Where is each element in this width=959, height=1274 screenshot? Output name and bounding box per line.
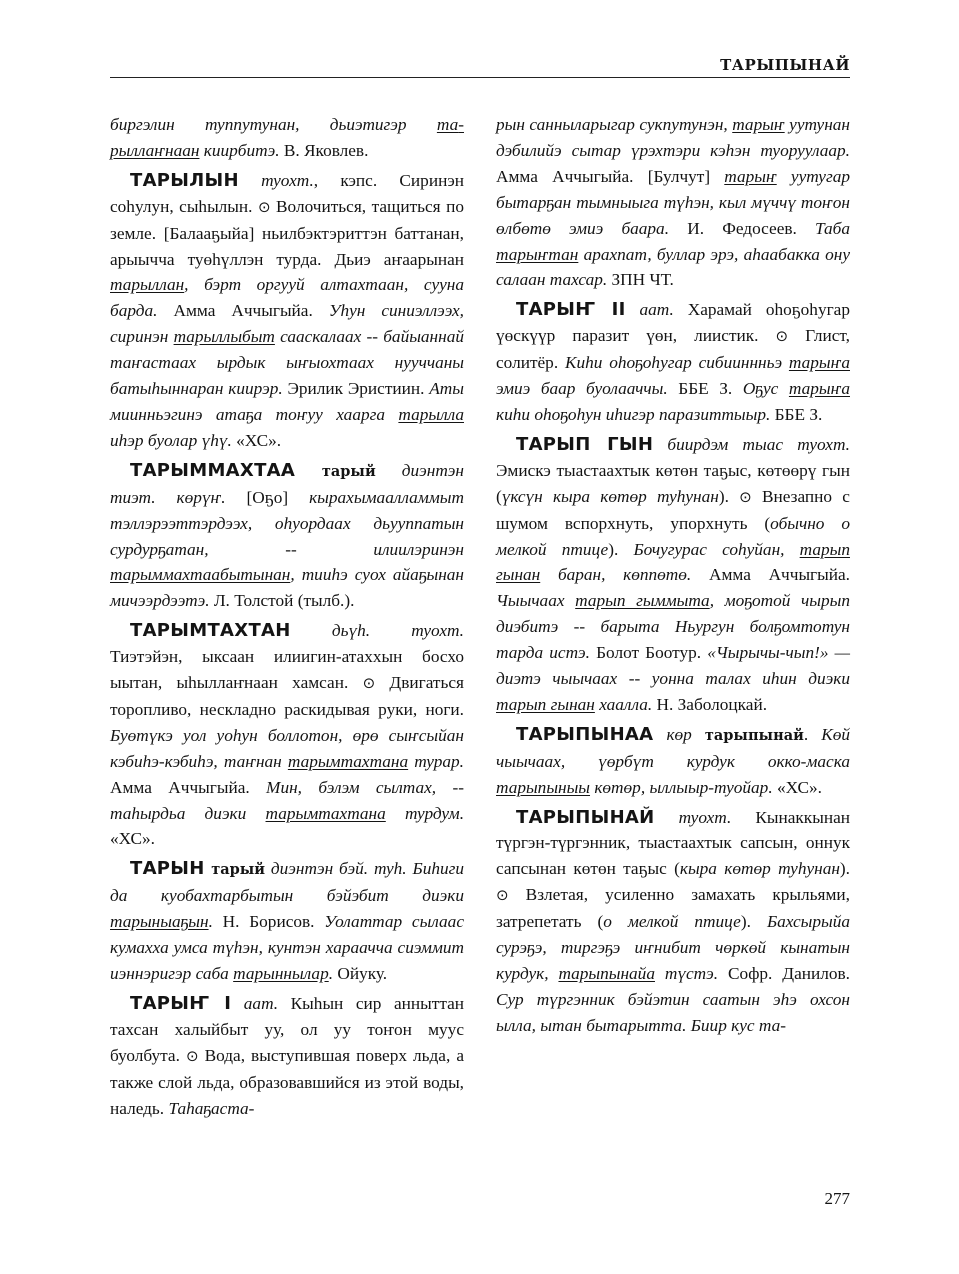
example-keyword: тарыҥтан bbox=[496, 244, 579, 264]
headword: ТАРЫМТАХТАН bbox=[130, 620, 291, 642]
headword: ТАРЫН bbox=[130, 858, 205, 880]
translation-marker-icon: ⊙ bbox=[739, 487, 752, 506]
page-number: 277 bbox=[824, 1189, 850, 1208]
headword: ТАРЫПЫНАЙ bbox=[516, 806, 655, 828]
italic-text: Көй чыычаах, үөрбүт курдук окко-маска bbox=[496, 724, 850, 771]
text: ). bbox=[608, 539, 634, 559]
translation-marker-icon: ⊙ bbox=[775, 327, 789, 346]
text: Кыһын сир анныттан тахсан халыйбыт уу, ол уу тоҥон муус буолбута. bbox=[110, 993, 465, 1065]
italic-text: Бахсырыйа сурэҕэ, тиргэҕэ иҥнибит чөркөй кынатын курдук, bbox=[496, 912, 851, 983]
italic-text: үксүн кыра көтөр туһунан bbox=[501, 486, 719, 506]
italic-text: киһи оһоҕоһун иһигэр паразиттыыр. bbox=[496, 404, 771, 424]
italic-text: түстэ. bbox=[654, 964, 719, 983]
translation-marker-icon: ⊙ bbox=[362, 674, 376, 693]
headword: ТАРЫЛЫН bbox=[130, 169, 239, 191]
italic-text: , моҕотой чырып диэбитэ -- барыта Ньургун болҕомтотун тарда истэ. bbox=[496, 591, 850, 663]
text: «ХС». bbox=[231, 430, 282, 450]
example-keyword: тарыныаҕын bbox=[110, 912, 209, 932]
text: Амма Аччыгыйа. bbox=[691, 565, 850, 585]
dictionary-entry bbox=[496, 805, 850, 1039]
text: ). bbox=[740, 912, 767, 932]
example-keyword: тарымтахтана bbox=[265, 803, 386, 823]
dictionary-entry bbox=[496, 722, 850, 801]
example-keyword: тарыҥ bbox=[732, 115, 785, 134]
text: Амма Аччыгыйа. [Булчут] bbox=[496, 166, 725, 186]
italic-text: туохт. bbox=[238, 170, 314, 190]
entry-continuation bbox=[496, 112, 850, 293]
header-rule bbox=[110, 77, 850, 78]
text: ). bbox=[839, 859, 850, 879]
text: Тиэтэйэн, ыксаан илиигин-атаххын босхо ыытан, ыһыллаҥнаан хамсан. bbox=[110, 647, 464, 693]
italic-text: баран, көппөтө. bbox=[540, 565, 692, 585]
italic-text: Таһаҕаста- bbox=[168, 1098, 255, 1118]
text: Ойуку. bbox=[333, 964, 388, 983]
headword: ТАРЫПЫНАА bbox=[516, 723, 654, 745]
italic-text: Оҕус bbox=[742, 379, 789, 399]
italic-text: аат. bbox=[625, 300, 674, 320]
italic-text: аат. bbox=[231, 993, 279, 1013]
text: Кынаккынан түргэн-түргэнник, тыастаахтык сапсын, оннук сапсынан көтөн таҕыс ( bbox=[496, 807, 850, 879]
text: , кэпс. Сиринэн соһулун, сыһылын. bbox=[110, 170, 464, 216]
text: Волочиться, тащиться по земле. [Балааҕыйа] ньилбэктэриттэн баттанан, арыычча туөһүллэн турда. Дьиэ аҥаарынан bbox=[110, 196, 464, 269]
example-keyword: тарыпынайа bbox=[558, 964, 655, 983]
dictionary-entry bbox=[110, 168, 464, 454]
text: ББЕ З. bbox=[770, 404, 823, 424]
right-column bbox=[496, 112, 850, 1043]
italic-text: дьүһ. туохт. bbox=[290, 621, 464, 641]
text: ЗПН ЧТ. bbox=[607, 270, 674, 290]
italic-text: Бочугурас соһуйан, bbox=[633, 539, 800, 559]
text: И. Федосеев. bbox=[669, 218, 816, 238]
text: «ХС». bbox=[110, 829, 155, 849]
italic-text: хаалла. bbox=[594, 694, 653, 714]
italic-text: туохт. bbox=[654, 807, 732, 827]
italic-text: көр bbox=[653, 724, 705, 744]
translation-marker-icon: ⊙ bbox=[257, 197, 271, 216]
italic-text: Аты миинньэгинэ атаҕа тоҥуу хаарга bbox=[110, 379, 464, 424]
italic-text: сааскалаах -- байыаннай таҥастаах ырдык ыҥыохтаах нууччаны батыһыннаран киирэр. bbox=[110, 327, 464, 399]
example-keyword: тарып гыммыта bbox=[575, 591, 710, 611]
italic-text: . bbox=[328, 964, 334, 983]
italic-text: . bbox=[208, 912, 213, 932]
example-keyword: тарыҥа bbox=[788, 353, 850, 373]
italic-text: диэнтэн тиэт. көрүҥ. bbox=[110, 460, 464, 507]
headword: ТАРЫҤ I bbox=[130, 992, 232, 1014]
italic-text: Таба bbox=[815, 218, 850, 238]
italic-text: обычно о мелкой птице bbox=[496, 513, 850, 559]
example-keyword: тарып гынан bbox=[496, 694, 595, 714]
example-keyword: тарыпыныы bbox=[496, 777, 591, 797]
text: Амма Аччыгыйа. bbox=[110, 777, 267, 797]
text: Взлетая, усиленно замахать крыльями, затрепетать ( bbox=[496, 885, 850, 932]
cross-reference: тарый bbox=[295, 462, 376, 480]
italic-text: о мелкой птице bbox=[603, 912, 741, 932]
example-keyword: тарыммахтаабытынан bbox=[110, 565, 291, 585]
italic-text: биргэлин туппутунан, дьиэтигэр bbox=[110, 115, 437, 134]
cross-reference: тарый bbox=[204, 861, 266, 879]
italic-text: , бэрт оргууй алтахтаан, сууна барда. bbox=[110, 275, 464, 321]
dictionary-entry bbox=[110, 458, 464, 614]
dictionary-entry bbox=[110, 991, 464, 1122]
text: Софр. Данилов. bbox=[718, 964, 850, 983]
italic-text: уутугар бытарҕан тымныыга түһэн, кыл мүччү тоҥон өлбөтө эмиэ баара. bbox=[496, 166, 850, 238]
translation-marker-icon: ⊙ bbox=[185, 1046, 199, 1065]
text: Болот Боотур. bbox=[590, 643, 708, 663]
example-keyword: тарымтахтана bbox=[287, 751, 409, 771]
text: Эрилик Эристиин. bbox=[282, 379, 430, 399]
italic-text: арахпат, буллар эрэ, аһаабакка ону салаан тахсар. bbox=[496, 244, 850, 290]
italic-text: көтөр, ыллыыр-туойар. bbox=[590, 777, 773, 797]
italic-text: Уолаттар сылаас кумахха умса түһэн, кунтэн хараачча сиэммит иэннэригэр саба bbox=[110, 912, 464, 983]
example-keyword: тарыҥ bbox=[724, 166, 777, 186]
italic-text: Сур түргэнник бэйэтин саатын эһэ охсон ылла, ытан бытарытта. Биир кус та- bbox=[496, 989, 850, 1035]
translation-marker-icon: ⊙ bbox=[496, 886, 509, 905]
text: Эмискэ тыастаахтык көтөн таҕыс, көтөөрү гын ( bbox=[496, 460, 850, 506]
text: Амма Аччыгыйа. bbox=[157, 301, 329, 321]
text: Харамай оһоҕоһугар үөскүүр паразит үөн, лиистик. bbox=[496, 300, 850, 346]
text: Глист, солитёр. bbox=[496, 326, 850, 373]
italic-text: биирдэм тыас туохт. bbox=[653, 434, 850, 454]
running-head: ТАРЫПЫНАЙ bbox=[720, 56, 850, 74]
headword: ТАРЫҤ II bbox=[516, 299, 626, 321]
text: . bbox=[803, 724, 822, 744]
example-keyword: тарыллыбыт bbox=[173, 327, 275, 347]
dictionary-entry bbox=[496, 432, 850, 718]
text: Внезапно с шумом вспорхнуть, упорхнуть ( bbox=[496, 486, 850, 533]
italic-text: иһэр буолар үһү. bbox=[110, 430, 232, 450]
italic-text: , тииһэ суох айаҕынан мичээрдээтэ. bbox=[110, 565, 464, 611]
dictionary-entry bbox=[110, 856, 464, 987]
italic-text: турар. bbox=[408, 751, 464, 771]
italic-text: «Чырычы-чып!» — диэтэ чыычаах -- уонна талах иһин диэки bbox=[496, 643, 850, 689]
italic-text: Уһун синиэллээх, сиринэн bbox=[110, 301, 465, 347]
example-keyword: тарыллан bbox=[110, 275, 185, 295]
dictionary-entry bbox=[110, 618, 464, 852]
text: Н. Заболоцкай. bbox=[652, 694, 768, 714]
example-keyword: тарылла bbox=[398, 404, 464, 424]
italic-text: киирбитэ. bbox=[199, 140, 280, 160]
headword: ТАРЫММАХТАА bbox=[130, 459, 296, 481]
italic-text: эмиэ баар буолааччы. bbox=[496, 379, 668, 399]
italic-text: Мин, бэлэм сылтах, -- таһырдьа диэки bbox=[110, 777, 464, 823]
text: «ХС». bbox=[772, 777, 822, 797]
left-column bbox=[110, 112, 464, 1125]
italic-text: кырахымаалламмыт тэллэрээттэрдээх, оһуордаах дьууппатын сурдурҕатан, -- илиилэринэн bbox=[110, 487, 464, 559]
example-keyword: тарыннылар bbox=[233, 964, 329, 983]
italic-text: Киһи оһоҕоһугар сибииннньэ bbox=[564, 353, 789, 373]
italic-text: Чыычаах bbox=[496, 591, 576, 611]
dictionary-entry bbox=[496, 297, 850, 428]
text: [Оҕо] bbox=[225, 487, 310, 507]
italic-text: уутунан дэбилийэ сытар үрэхтэри кэһэн туоруулаар. bbox=[496, 115, 850, 160]
example-keyword: тарыллаҥнаан bbox=[110, 115, 464, 160]
text: ББЕ З. bbox=[667, 379, 743, 399]
italic-text: диэнтэн бэй. туһ. bbox=[265, 859, 407, 879]
italic-text: рын санныларыгар сукпутунэн, bbox=[496, 115, 733, 134]
text: В. Яковлев. bbox=[279, 140, 369, 160]
italic-text: кыра көтөр туһунан bbox=[679, 859, 840, 879]
text: ). bbox=[718, 486, 740, 506]
text: Двигаться торопливо, нескладно раскидывая руки, ноги. bbox=[110, 673, 464, 719]
headword: ТАРЫП ГЫН bbox=[516, 433, 654, 455]
italic-text: Буөтүкэ уол уоһун боллотон, өрө сыҥсыйан кэбиһэ-кэбиһэ, таҥнан bbox=[110, 725, 464, 771]
entry-continuation bbox=[110, 112, 464, 164]
cross-reference: тарыпынай bbox=[704, 726, 804, 744]
text: Н. Борисов. bbox=[212, 912, 325, 932]
example-keyword: тарып гынан bbox=[496, 539, 850, 585]
italic-text: турдум. bbox=[385, 803, 465, 823]
example-keyword: тарыҥа bbox=[788, 379, 850, 399]
italic-text: Биһиги да куобахтарбытын бэйэбит диэки bbox=[110, 859, 465, 906]
text: Л. Толстой (тылб.). bbox=[209, 591, 355, 611]
text: Вода, выступившая поверх льда, а также слой льда, образовавшийся из этой воды, наледь. bbox=[110, 1045, 464, 1118]
